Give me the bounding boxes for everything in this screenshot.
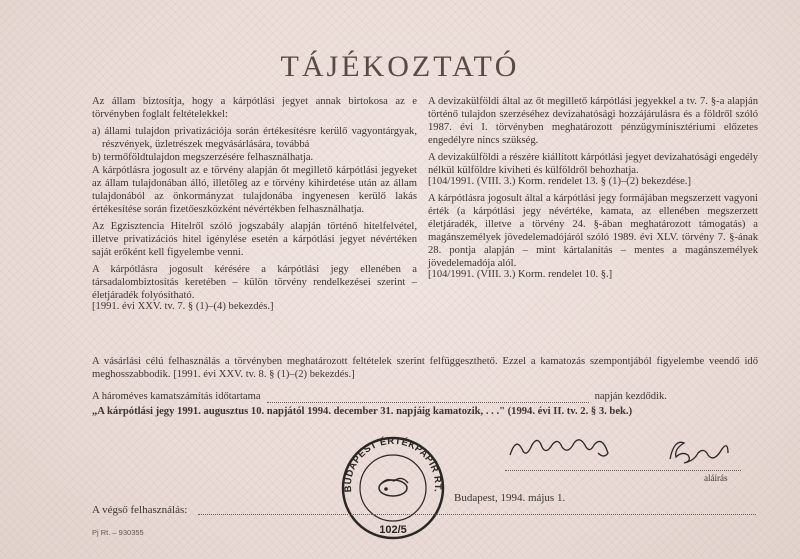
right-paragraph-2: A devizakülföldi a részére kiállított kárpótlási jegyet devizahatósági engedély nélkül külföldre kiviheti és külföldről behozhatja. <box>428 152 758 176</box>
page-title: TÁJÉKOZTATÓ <box>280 50 520 83</box>
left-item-a: a) állami tulajdon privatizációja során értékesítésre kerülő vagyontárgyak, részvények, üzletrészek megvásárlására, továbbá <box>92 126 417 150</box>
left-column <box>92 95 417 317</box>
signature-2 <box>670 442 728 463</box>
right-paragraph-2-reference: [104/1991. (VIII. 3.) Korm. rendelet 13. § (1)–(2) bekezdése.] <box>428 176 691 187</box>
interest-period-line <box>92 390 758 403</box>
signature-1 <box>510 440 608 456</box>
interest-quote: „A kárpótlási jegy 1991. augusztus 10. napjától 1994. december 31. napjáig kamatozik, . . ." (1994. évi II. tv. 2. § 3. bek.) <box>92 406 633 417</box>
right-column <box>428 95 758 285</box>
left-paragraph-1 <box>92 95 417 121</box>
signature-label: aláírás <box>704 473 728 483</box>
left-paragraph-4: A kárpótlásra jogosult kérésére a kárpótlási jegy ellenében a társadalombiztosítás keretében – külön törvény rendelkezései szerint – életjáradék folyósítható. <box>92 264 417 301</box>
left-item-b: b) termőföldtulajdon megszerzésére felhasználhatja. <box>92 152 314 163</box>
left-paragraph-2: A kárpótlásra jogosult az e törvény alapján őt megillető kárpótlási jegyeket az állam tulajdonában álló, illetőleg az e törvény kihirdetése után az állam tulajdonából az önkormányzat tulajdonába ingyenesen kerülő lakás értékesítése során fizetőeszközként névértékben felhasználhatja. <box>92 165 417 215</box>
interest-period-suffix: napján kezdődik. <box>594 391 667 402</box>
left-paragraph-4-reference: [1991. évi XXV. tv. 7. § (1)–(4) bekezdés.] <box>92 301 274 312</box>
left-paragraph-3: Az Egzisztencia Hitelről szóló jogszabály alapján történő hitelfelvétel, illetve privatizációs hitel igénylése esetén a kárpótlási jegyet névértéken saját erőként kell figyelembe venni. <box>92 221 417 258</box>
right-paragraph-1: A devizakülföldi által az őt megillető kárpótlási jegyekkel a tv. 7. §-a alapján történő tulajdon szerzéséhez devizahatósági hozzájárulásra és a földről szóló 1987. évi I. törvényben meghatározott pénzügyminisztériumi előzetes engedélyre nincs szükség. <box>428 96 758 146</box>
right-paragraph-3-reference: [104/1991. (VIII. 3.) Korm. rendelet 10. §.] <box>428 269 613 280</box>
signatures <box>502 425 752 475</box>
interest-period-blank <box>267 392 589 403</box>
signature-line <box>505 470 741 471</box>
stamp-emblem <box>379 478 408 496</box>
stamp-number: 102/5 <box>379 524 407 536</box>
usage-paragraph: A vásárlási célú felhasználás a törvényben meghatározott feltételek szerint felfüggeszthető. Ezzel a kamatozás szempontjából figyelembe veendő idő meghosszabbodik. [1991. évi XXV. tv. 8. § (1)–(2) bekezdés.] <box>92 356 758 380</box>
right-paragraph-3: A kárpótlásra jogosult által a kárpótlási jegy formájában megszerzett vagyoni érték (a kárpótlási jegy névértéke, kamata, az ellenében megszerzett életjáradék, illetve a törvény 24. §-ában meghatározott támogatás) a magánszemélyek jövedelemadójáról szóló 1989. évi XLV. törvény 7. §-ának 28. pontja alapján – mint kártalanítás – mentes a magánszemélyek jövedelemadója alól. <box>428 193 758 269</box>
final-use-label: A végső felhasználás: <box>92 504 188 516</box>
interest-period-label: A hároméves kamatszámítás időtartama <box>92 391 261 402</box>
final-use-blank <box>198 514 756 515</box>
left-paragraph-1-intro: Az állam biztosítja, hogy a kárpótlási jegyet annak birtokosa az e törvényben foglalt feltételekkel: <box>92 96 417 120</box>
stamp-text: BUDAPEST ÉRTÉKPAPÍR RT. <box>342 435 444 494</box>
place-and-date: Budapest, 1994. május 1. <box>454 492 566 504</box>
printer-code: Pj Rt. – 930355 <box>92 528 144 537</box>
issuer-stamp <box>338 433 448 543</box>
